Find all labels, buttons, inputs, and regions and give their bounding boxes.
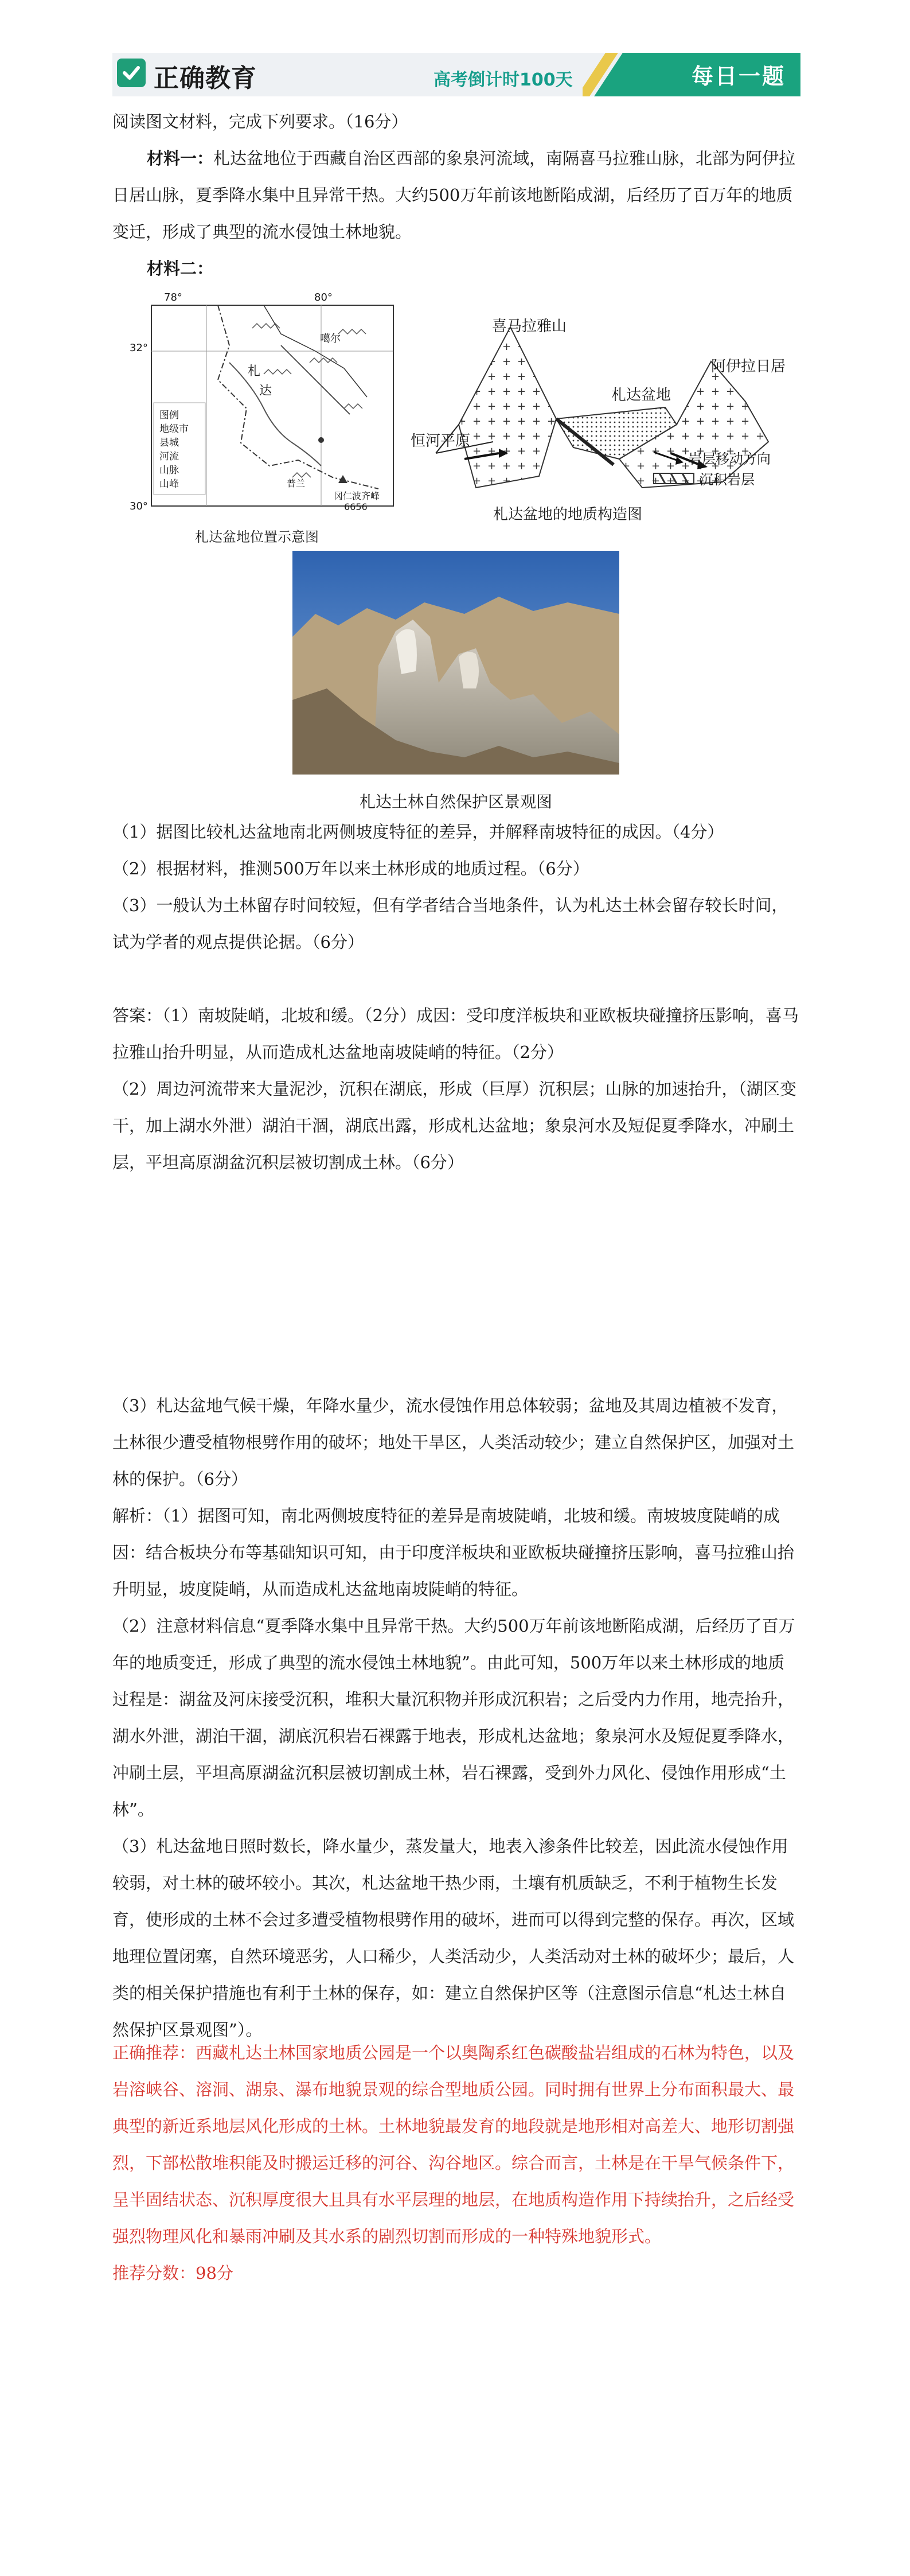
brand-name: 正确教育 (154, 64, 257, 93)
map-legend-county: 县城 (159, 437, 179, 449)
geo-legend-sediment: 沉积岩层 (700, 472, 755, 488)
sub-questions (112, 814, 800, 960)
map-label-6656: 6656 (344, 501, 368, 512)
geo-label-zhada: 札达盆地 (611, 387, 671, 404)
map-label-pulan: 普兰 (287, 478, 306, 489)
analysis-2: （2）注意材料信息“夏季降水集中且异常干热。大约500万年前该地断陷成湖，后经历了百万年的地质变迁，形成了典型的流水侵蚀土林地貌”。由此可知，500万年以来土林形成的地质过程是：湖盆及河床接受沉积，堆积大量沉积物并形成沉积岩；之后受内力作用，地壳抬升，湖水外泄，湖泊干涸，湖底沉积岩石裸露于地表，形成札达盆地；象泉河水及短促夏季降水，冲刷土层，平坦高原湖盆沉积层被切割成土林，岩石裸露，受到外力风化、侵蚀作用形成“土林”。 (112, 1616, 795, 1819)
geo-caption: 札达盆地的地质构造图 (493, 506, 643, 523)
geo-label-himalaya: 喜马拉雅山 (492, 318, 567, 335)
map-caption: 札达盆地位置示意图 (195, 529, 319, 545)
map-label-kailash: 冈仁波齐峰 (334, 491, 380, 501)
checkmark-logo-icon (117, 59, 146, 87)
geo-label-ganges: 恒河平原 (411, 433, 471, 450)
map-legend-city: 地级市 (159, 423, 189, 435)
header-banner (112, 53, 800, 96)
map-legend-peak: 山峰 (159, 478, 179, 490)
answer-1: 答案：（1）南坡陡峭，北坡和缓。（2分）成因：受印度洋板块和亚欧板块碰撞挤压影响，喜马拉雅山抬升明显，从而造成札达盆地南坡陡峭的特征。（2分） (112, 1006, 799, 1062)
map-legend-river: 河流 (159, 451, 179, 462)
analysis-3: （3）札达盆地日照时数长，降水量少，蒸发量大，地表入渗条件比较差，因此流水侵蚀作用较弱，对土林的破坏较小。其次，札达盆地干热少雨，土壤有机质缺乏，不利于植物生长发育，使形成的土林不会过多遭受植物根劈作用的破坏，进而可以得到完整的保存。再次，区域地理位置闭塞，自然环境恶劣，人口稀少，人类活动少，人类活动对土林的破坏少；最后，人类的相关保护措施也有利于土林的保存，如：建立自然保护区等（注意图示信息“札达土林自然保护区景观图”）。 (112, 1836, 795, 2040)
answer-block (112, 997, 800, 1181)
recommendation-score: 推荐分数：98分 (112, 2263, 233, 2283)
material-two-label: 材料二： (147, 259, 214, 278)
map-label-zha: 札 (248, 364, 261, 379)
map-label-da: 达 (259, 384, 272, 398)
recommendation-text: 正确推荐：西藏札达土林国家地质公园是一个以奥陶系红色碳酸盐岩组成的石林为特色，以及岩溶峡谷、溶洞、湖泉、瀑布地貌景观的综合型地质公园。同时拥有世界上分布面积最大、最典型的新近系地层风化形成的土林。土林地貌最发育的地段就是地形相对高差大、地形切割强烈，下部松散堆积能及时搬运迁移的河谷、沟谷地区。综合而言，土林是在干旱气候条件下，呈半固结状态、沉积厚度很大且具有水平层理的地层，在地质构造作用下持续抬升，之后经受强烈物理风化和暴雨冲刷及其水系的剧烈切割而形成的一种特殊地貌形式。 (112, 2043, 795, 2246)
geo-label-ayilariju: 阿伊拉日居 (711, 358, 786, 375)
question-block (112, 103, 800, 287)
map-lat-30: 30° (130, 500, 148, 512)
material-one-text: 札达盆地位于西藏自治区西部的象泉河流域，南隔喜马拉雅山脉，北部为阿伊拉日居山脉，夏季降水集中且异常干热。大约500万年前该地断陷成湖，后经历了百万年的地质变迁，形成了典型的流水侵蚀土林地貌。 (112, 149, 796, 242)
map-lon-78: 78° (164, 291, 182, 303)
daily-question-label: 每日一题 (692, 64, 786, 89)
answer-2: （2）周边河流带来大量泥沙，沉积在湖底，形成（巨厚）沉积层；山脉的加速抬升，（湖区变干，加上湖水外泄）湖泊干涸，湖底出露，形成札达盆地；象泉河水及短促夏季降水，冲刷土层，平坦高原湖盆沉积层被切割成土林。（6分） (112, 1079, 796, 1172)
map-label-gaer: 噶尔 (320, 333, 341, 345)
analysis-block (112, 1497, 800, 2048)
map-legend (159, 408, 189, 491)
geologic-structure-figure (424, 310, 797, 528)
material-one (112, 140, 800, 250)
recommendation-block (112, 2034, 800, 2291)
countdown-text: 高考倒计时100天 (433, 70, 573, 90)
material-one-label: 材料一： (147, 149, 214, 168)
map-lat-32: 32° (130, 342, 148, 354)
question-2: （2）根据材料，推测500万年以来土林形成的地质过程。（6分） (112, 859, 589, 878)
photo-caption: 札达土林自然保护区景观图 (359, 792, 552, 811)
analysis-1: 解析：（1）据图可知，南北两侧坡度特征的差异是南坡陡峭，北坡和缓。南坡坡度陡峭的成因：结合板块分布等基础知识可知，由于印度洋板块和亚欧板块碰撞挤压影响，喜马拉雅山抬升明显，坡度陡峭，从而造成札达盆地南坡陡峭的特征。 (112, 1506, 795, 1599)
question-3: （3）一般认为土林留存时间较短，但有学者结合当地条件，认为札达土林会留存较长时间，试为学者的观点提供论据。（6分） (112, 896, 788, 952)
map-lon-80: 80° (314, 291, 333, 303)
map-legend-title: 图例 (159, 410, 179, 421)
answer-3: （3）札达盆地气候干燥，年降水量少，流水侵蚀作用总体较弱；盆地及其周边植被不发育，土林很少遭受植物根劈作用的破坏；地处干旱区，人类活动较少；建立自然保护区，加强对土林的保护。（6分） (112, 1396, 795, 1489)
answer-block-continued (112, 1387, 800, 1497)
earth-forest-photo (292, 551, 619, 775)
map-legend-mountain: 山脉 (159, 465, 179, 476)
geo-legend-movement: 岩层移动方向 (688, 451, 771, 467)
question-1: （1）据图比较札达盆地南北两侧坡度特征的差异，并解释南坡特征的成因。（4分） (112, 822, 724, 842)
question-intro: 阅读图文材料，完成下列要求。（16分） (112, 112, 408, 131)
